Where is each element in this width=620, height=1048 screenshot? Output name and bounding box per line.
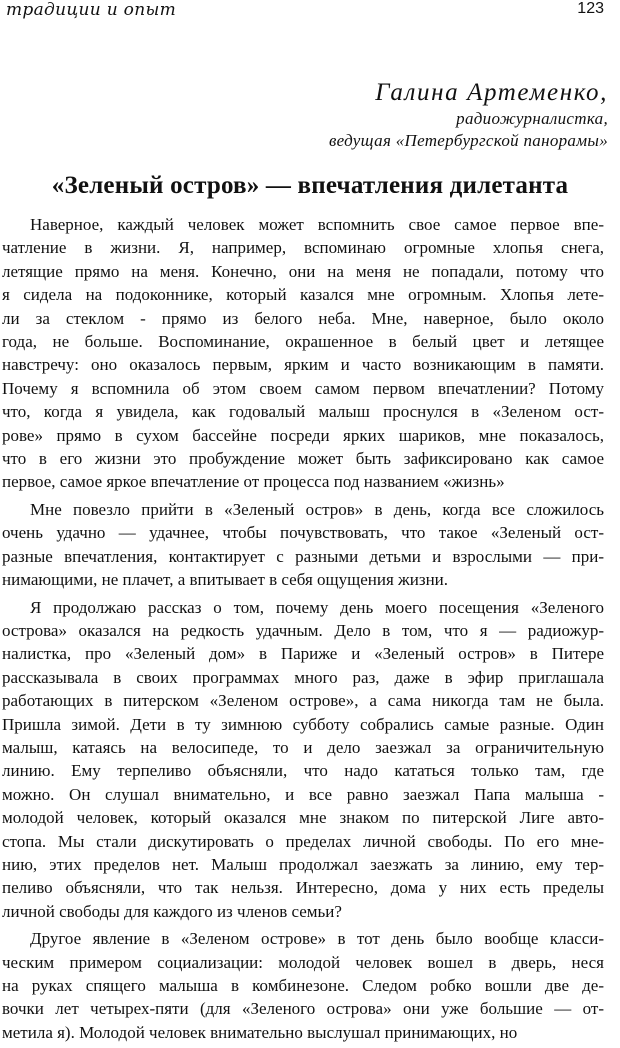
text-line: стопа. Мы стали дискутировать о пределах личной свободы. По его мне- [2, 831, 604, 851]
text-line: работающих в питерском «Зеленом острове», а сама никогда там не была. [2, 691, 604, 711]
text-line: острова» оказался на редкость удачным. Дело в том, что я — радиожур- [2, 620, 604, 640]
article-title: «Зеленый остров» — впечатления дилетанта [51, 172, 569, 199]
text-line: Я продолжаю рассказ о том, почему день моего посещения «Зеленого [30, 597, 604, 617]
text-line: навстречу: оно оказалось первым, ярким и часто возникающим в памяти. [2, 355, 604, 375]
text-line: метила я). Молодой человек внимательно выслушал принимающих, но [2, 1022, 518, 1042]
text-line: личной свободы для каждого из членов семьи? [2, 901, 342, 921]
text-line: налистка, про «Зеленый дом» в Париже и «Зеленый остров» в Питере [2, 644, 604, 664]
text-line: ческим примером социализации: молодой человек вошел в дверь, неся [2, 952, 604, 972]
text-line: линию. Ему терпеливо объясняли, что надо кататься только там, где [2, 761, 604, 781]
text-line: нию, этих пределов нет. Малыш продолжал заезжать за линию, ему тер- [2, 854, 604, 874]
text-line: чатление в жизни. Я, например, вспоминаю огромные хлопья снега, [2, 238, 604, 258]
byline [329, 78, 608, 152]
text-line: вочки лет четырех-пяти (для «Зеленого острова» они уже большие — от- [2, 999, 604, 1019]
text-line: летящие прямо на меня. Конечно, они на меня не попадали, потому что [2, 261, 604, 281]
author-name: Галина Артеменко, [375, 79, 608, 106]
text-line: Почему я вспомнила об этом своем самом первом впечатлении? Потому [2, 378, 604, 398]
text-line: на руках спящего малыша в комбинезоне. Следом робко вошли две де- [2, 976, 604, 995]
article-paragraph [2, 596, 604, 924]
author-role-line-1: радиожурналистка, [456, 109, 608, 128]
text-line: Пришла зимой. Дети в ту зимнюю субботу собрались самые разные. Один [2, 714, 604, 734]
text-line: можно. Он слушал внимательно, и все равно заезжал Папа малыша - [2, 784, 604, 804]
text-line: первое, самое яркое впечатление от процесса под названием «жизнь» [2, 472, 505, 492]
article-paragraph [2, 927, 604, 1044]
text-line: рассказывала в своих программах много раз, даже в эфир приглашала [2, 667, 604, 687]
text-line: нимающими, не плачет, а впитывает в себя ощущения жизни. [2, 570, 449, 590]
text-line: Другое явление в «Зеленом острове» в тот день было вообще класси- [30, 929, 604, 949]
text-line: пеливо объясняли, что так нельзя. Интересно, дома у них есть пределы [2, 878, 604, 898]
text-line: что в его жизни это пробуждение может быть зафиксировано как самое [2, 449, 604, 469]
text-line: малыш, катаясь на велосипеде, то и дело заезжал за ограничительную [2, 737, 604, 757]
text-line: разные впечатления, контактирует с разными детьми и взрослыми — при- [2, 546, 604, 566]
author-role-line-2: ведущая «Петербургской панорамы» [328, 131, 608, 150]
text-line: рове» прямо в сухом бассейне посреди ярких шариков, мне показалось, [2, 425, 604, 445]
text-line: очень удачно — удачнее, чтобы почувствовать, что такое «Зеленый ост- [2, 523, 604, 543]
text-line: года, не больше. Воспоминание, окрашенное в белый цвет и летящее [2, 332, 604, 352]
article-body [2, 213, 604, 1048]
text-line: Мне повезло прийти в «Зеленый остров» в день, когда все сложилось [30, 499, 604, 519]
text-line: ли за стеклом - прямо из белого неба. Мне, наверное, было около [2, 308, 604, 328]
article-paragraph [2, 498, 604, 592]
page-number: 123 [577, 0, 604, 17]
text-line: Наверное, каждый человек может вспомнить свое самое первое впе- [30, 215, 604, 234]
text-line: что, когда я увидела, как годовалый малыш проснулся в «Зеленом ост- [2, 402, 604, 422]
article-paragraph [2, 213, 604, 494]
text-line: молодой человек, который оказался мне знаком по питерской Лиге авто- [2, 808, 604, 828]
text-line: я сидела на подоконнике, который казался мне огромным. Хлопья лете- [2, 285, 604, 305]
running-head: традиции и опыт [6, 0, 177, 20]
